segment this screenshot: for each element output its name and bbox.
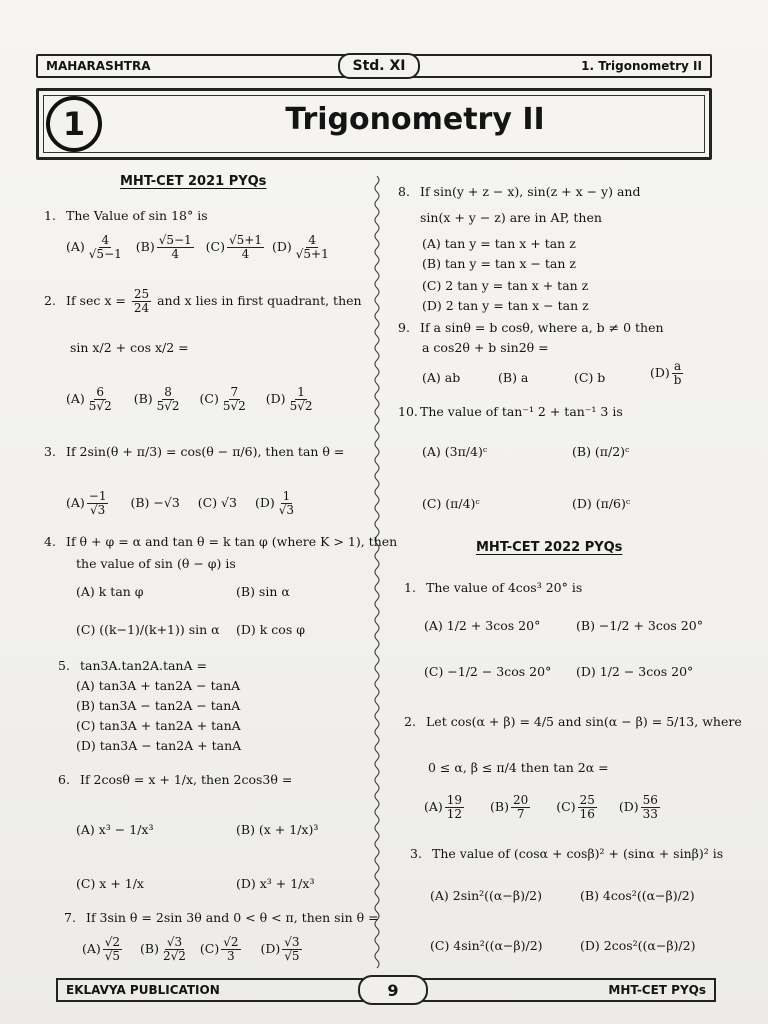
math-text: 10.: [398, 404, 418, 419]
r1-option-c: (C) −1/2 − 3cos 20°: [424, 664, 552, 679]
math-text: 2.: [44, 293, 56, 309]
q2-expression: sin x/2 + cos x/2 =: [70, 340, 189, 355]
math-text: (C): [556, 799, 576, 815]
math-text: 4: [241, 247, 250, 262]
page-footer: [56, 978, 716, 1002]
math-text: [277, 490, 296, 517]
chapter-number: 1: [46, 96, 102, 152]
chapter-title: Trigonometry II: [285, 102, 545, 137]
question-10: [398, 404, 623, 420]
math-text: (B): [133, 391, 153, 407]
math-text: 8.: [398, 184, 410, 199]
q9-option-a: (A) ab: [422, 370, 461, 385]
math-text: [103, 936, 122, 963]
q5-option-c: (C) tan3A + tan2A + tanA: [76, 718, 241, 733]
question-8-line2: sin(x + y − z) are in AP, then: [420, 210, 602, 225]
math-text: (C): [205, 239, 225, 255]
r3-option-b: (B) 4cos²((α−β)/2): [580, 888, 695, 903]
question-8: [398, 184, 640, 200]
question-2: [44, 288, 362, 315]
math-text: [132, 288, 151, 315]
math-text: (B) −√3: [130, 495, 180, 511]
q8-option-d: (D) 2 tan y = tan x − tan z: [422, 298, 589, 313]
q6-option-d: (D) x³ + 1/x³: [236, 876, 315, 891]
math-text: (A): [424, 799, 443, 815]
math-text: 25: [133, 287, 150, 301]
q9-option-b: (B) a: [498, 370, 529, 385]
math-text: √5: [284, 949, 300, 964]
q9-option-c: (C) b: [574, 370, 606, 385]
question-2022-3: [410, 846, 723, 862]
math-text: √5−1: [158, 233, 192, 247]
math-text: 12: [446, 807, 463, 822]
math-text: b: [673, 373, 682, 388]
q5-option-b: (B) tan3A − tan2A − tanA: [76, 698, 241, 713]
math-text: (B): [140, 941, 159, 957]
math-text: [87, 234, 124, 261]
r1-option-b: (B) −1/2 + 3cos 20°: [576, 618, 703, 633]
series-name: MHT-CET PYQs: [608, 983, 706, 997]
math-text: [294, 234, 331, 261]
math-text: √3: [166, 935, 183, 949]
math-text: [87, 386, 114, 413]
math-text: 5√2: [289, 399, 313, 414]
math-text: √5+1: [229, 233, 262, 247]
question-9: [398, 320, 664, 336]
math-text: If 2sin(θ + π/3) = cos(θ − π/6), then tan θ =: [66, 444, 345, 459]
math-text: 3.: [410, 846, 422, 861]
math-text: 1.: [404, 580, 416, 595]
page-number: 9: [358, 975, 428, 1005]
math-text: [672, 360, 684, 387]
math-text: (C): [199, 941, 220, 957]
q10-option-d: (D) (π/6)ᶜ: [572, 496, 631, 511]
math-text: [511, 794, 530, 821]
question-2022-1: [404, 580, 582, 596]
publisher-name: EKLAVYA PUBLICATION: [66, 983, 220, 997]
math-text: If sec x =: [66, 293, 126, 309]
math-text: (D): [650, 365, 670, 381]
q4-option-c: (C) ((k−1)/(k+1)) sin α: [76, 622, 220, 637]
q1-options: [66, 234, 333, 261]
question-5: [58, 658, 207, 674]
math-text: [227, 234, 264, 261]
math-text: [87, 490, 109, 517]
q4-option-b: (B) sin α: [236, 584, 290, 599]
math-text: 56: [642, 793, 658, 807]
q6-option-b: (B) (x + 1/x)³: [236, 822, 319, 837]
math-text: Let cos(α + β) = 4/5 and sin(α − β) = 5/13, where: [426, 714, 742, 729]
question-4-line2: the value of sin (θ − φ) is: [76, 556, 236, 571]
std-badge: Std. XI: [338, 53, 420, 79]
math-text: If 3sin θ = 2sin 3θ and 0 < θ < π, then sin θ =: [86, 910, 379, 925]
q9-option-d: [650, 360, 685, 387]
math-text: √2: [104, 935, 121, 949]
math-text: [288, 386, 315, 413]
q8-option-a: (A) tan y = tan x + tan z: [422, 236, 576, 251]
math-text: 1.: [44, 208, 56, 223]
math-text: √5: [104, 949, 121, 964]
math-text: and x lies in first quadrant, then: [157, 293, 362, 309]
math-text: [578, 794, 597, 821]
math-text: (D): [271, 239, 292, 255]
section-heading-2021: MHT-CET 2021 PYQs: [120, 174, 267, 189]
math-text: a: [674, 359, 682, 373]
math-text: [282, 936, 301, 963]
state-label: MAHARASHTRA: [46, 59, 151, 73]
math-text: [161, 936, 188, 963]
math-text: 20: [513, 793, 529, 807]
math-text: 16: [579, 807, 595, 822]
math-text: (B): [490, 799, 509, 815]
math-text: (D): [260, 941, 281, 957]
r3-option-c: (C) 4sin²((α−β)/2): [430, 938, 543, 953]
math-text: 3.: [44, 444, 56, 459]
math-text: 4.: [44, 534, 56, 549]
question-9-line2: a cos2θ + b sin2θ =: [422, 340, 549, 355]
question-2022-2-line2: 0 ≤ α, β ≤ π/4 then tan 2α =: [428, 760, 609, 775]
q5-option-a: (A) tan3A + tan2A − tanA: [76, 678, 241, 693]
section-heading-2022: MHT-CET 2022 PYQs: [476, 540, 623, 555]
math-text: √3: [284, 935, 300, 949]
r3-option-d: (D) 2cos²((α−β)/2): [580, 938, 696, 953]
math-text: (D): [265, 391, 286, 407]
math-text: (C): [199, 391, 219, 407]
math-text: (A): [66, 239, 85, 255]
question-7: [64, 910, 379, 926]
math-text: 3: [227, 949, 235, 964]
math-text: 25: [579, 793, 595, 807]
q3-options: [66, 490, 298, 517]
math-text: (D): [618, 799, 639, 815]
math-text: 4: [101, 233, 110, 247]
math-text: [221, 936, 240, 963]
math-text: [445, 794, 464, 821]
q10-option-b: (B) (π/2)ᶜ: [572, 444, 630, 459]
question-3: [44, 444, 344, 460]
math-text: −1: [88, 489, 107, 503]
math-text: (C) √3: [197, 495, 237, 511]
math-text: [155, 386, 182, 413]
math-text: 5√2: [222, 399, 246, 414]
q10-option-c: (C) (π/4)ᶜ: [422, 496, 480, 511]
math-text: √5−1: [88, 247, 122, 262]
math-text: √3: [278, 503, 295, 518]
math-text: √5+1: [295, 247, 329, 262]
math-text: (D): [254, 495, 275, 511]
math-text: 6: [96, 385, 105, 399]
r3-option-a: (A) 2sin²((α−β)/2): [430, 888, 542, 903]
q5-option-d: (D) tan3A − tan2A + tanA: [76, 738, 242, 753]
r1-option-a: (A) 1/2 + 3cos 20°: [424, 618, 541, 633]
math-text: 19: [446, 793, 463, 807]
math-text: (B): [135, 239, 155, 255]
math-text: [221, 386, 248, 413]
math-text: 7.: [64, 910, 76, 925]
math-text: The value of 4cos³ 20° is: [426, 580, 583, 595]
column-divider: [372, 176, 382, 972]
math-text: The value of (cosα + cosβ)² + (sinα + sinβ)² is: [432, 846, 724, 861]
q4-option-d: (D) k cos φ: [236, 622, 305, 637]
math-text: 1: [282, 489, 291, 503]
question-1: [44, 208, 208, 224]
math-text: The value of tan⁻¹ 2 + tan⁻¹ 3 is: [420, 404, 623, 419]
q10-option-a: (A) (3π/4)ᶜ: [422, 444, 488, 459]
math-text: 4: [308, 233, 317, 247]
math-text: 24: [133, 301, 150, 316]
question-2022-2: [404, 714, 742, 730]
q8-option-b: (B) tan y = tan x − tan z: [422, 256, 576, 271]
running-header: [36, 54, 712, 78]
math-text: √3: [89, 503, 106, 518]
r2-options: [424, 794, 662, 821]
math-text: If 2cosθ = x + 1/x, then 2cos3θ =: [80, 772, 293, 787]
math-text: The Value of sin 18° is: [66, 208, 208, 223]
math-text: √2: [223, 935, 239, 949]
math-text: 7: [516, 807, 525, 822]
math-text: If sin(y + z − x), sin(z + x − y) and: [420, 184, 641, 199]
q6-option-c: (C) x + 1/x: [76, 876, 144, 891]
math-text: [641, 794, 660, 821]
q2-options: [66, 386, 316, 413]
math-text: [157, 234, 194, 261]
math-text: 5.: [58, 658, 70, 673]
math-text: If a sinθ = b cosθ, where a, b ≠ 0 then: [420, 320, 664, 335]
q7-options: [82, 936, 304, 963]
math-text: If θ + φ = α and tan θ = k tan φ (where K > 1), then: [66, 534, 398, 549]
math-text: (A): [66, 495, 85, 511]
math-text: 9.: [398, 320, 410, 335]
math-text: 6.: [58, 772, 70, 787]
q4-option-a: (A) k tan φ: [76, 584, 144, 599]
math-text: (A): [66, 391, 85, 407]
math-text: (A): [82, 941, 101, 957]
math-text: 2.: [404, 714, 416, 729]
math-text: 5√2: [88, 399, 112, 414]
q6-option-a: (A) x³ − 1/x³: [76, 822, 154, 837]
math-text: 5√2: [156, 399, 180, 414]
math-text: 7: [230, 385, 239, 399]
question-6: [58, 772, 292, 788]
chapter-ref: 1. Trigonometry II: [581, 59, 702, 73]
math-text: 1: [297, 385, 305, 399]
question-4: [44, 534, 397, 550]
math-text: tan3A.tan2A.tanA =: [80, 658, 207, 673]
math-text: 33: [642, 807, 658, 822]
math-text: 2√2: [163, 949, 186, 964]
r1-option-d: (D) 1/2 − 3cos 20°: [576, 664, 694, 679]
math-text: 8: [164, 385, 172, 399]
q8-option-c: (C) 2 tan y = tan x + tan z: [422, 278, 589, 293]
math-text: 4: [171, 247, 180, 262]
